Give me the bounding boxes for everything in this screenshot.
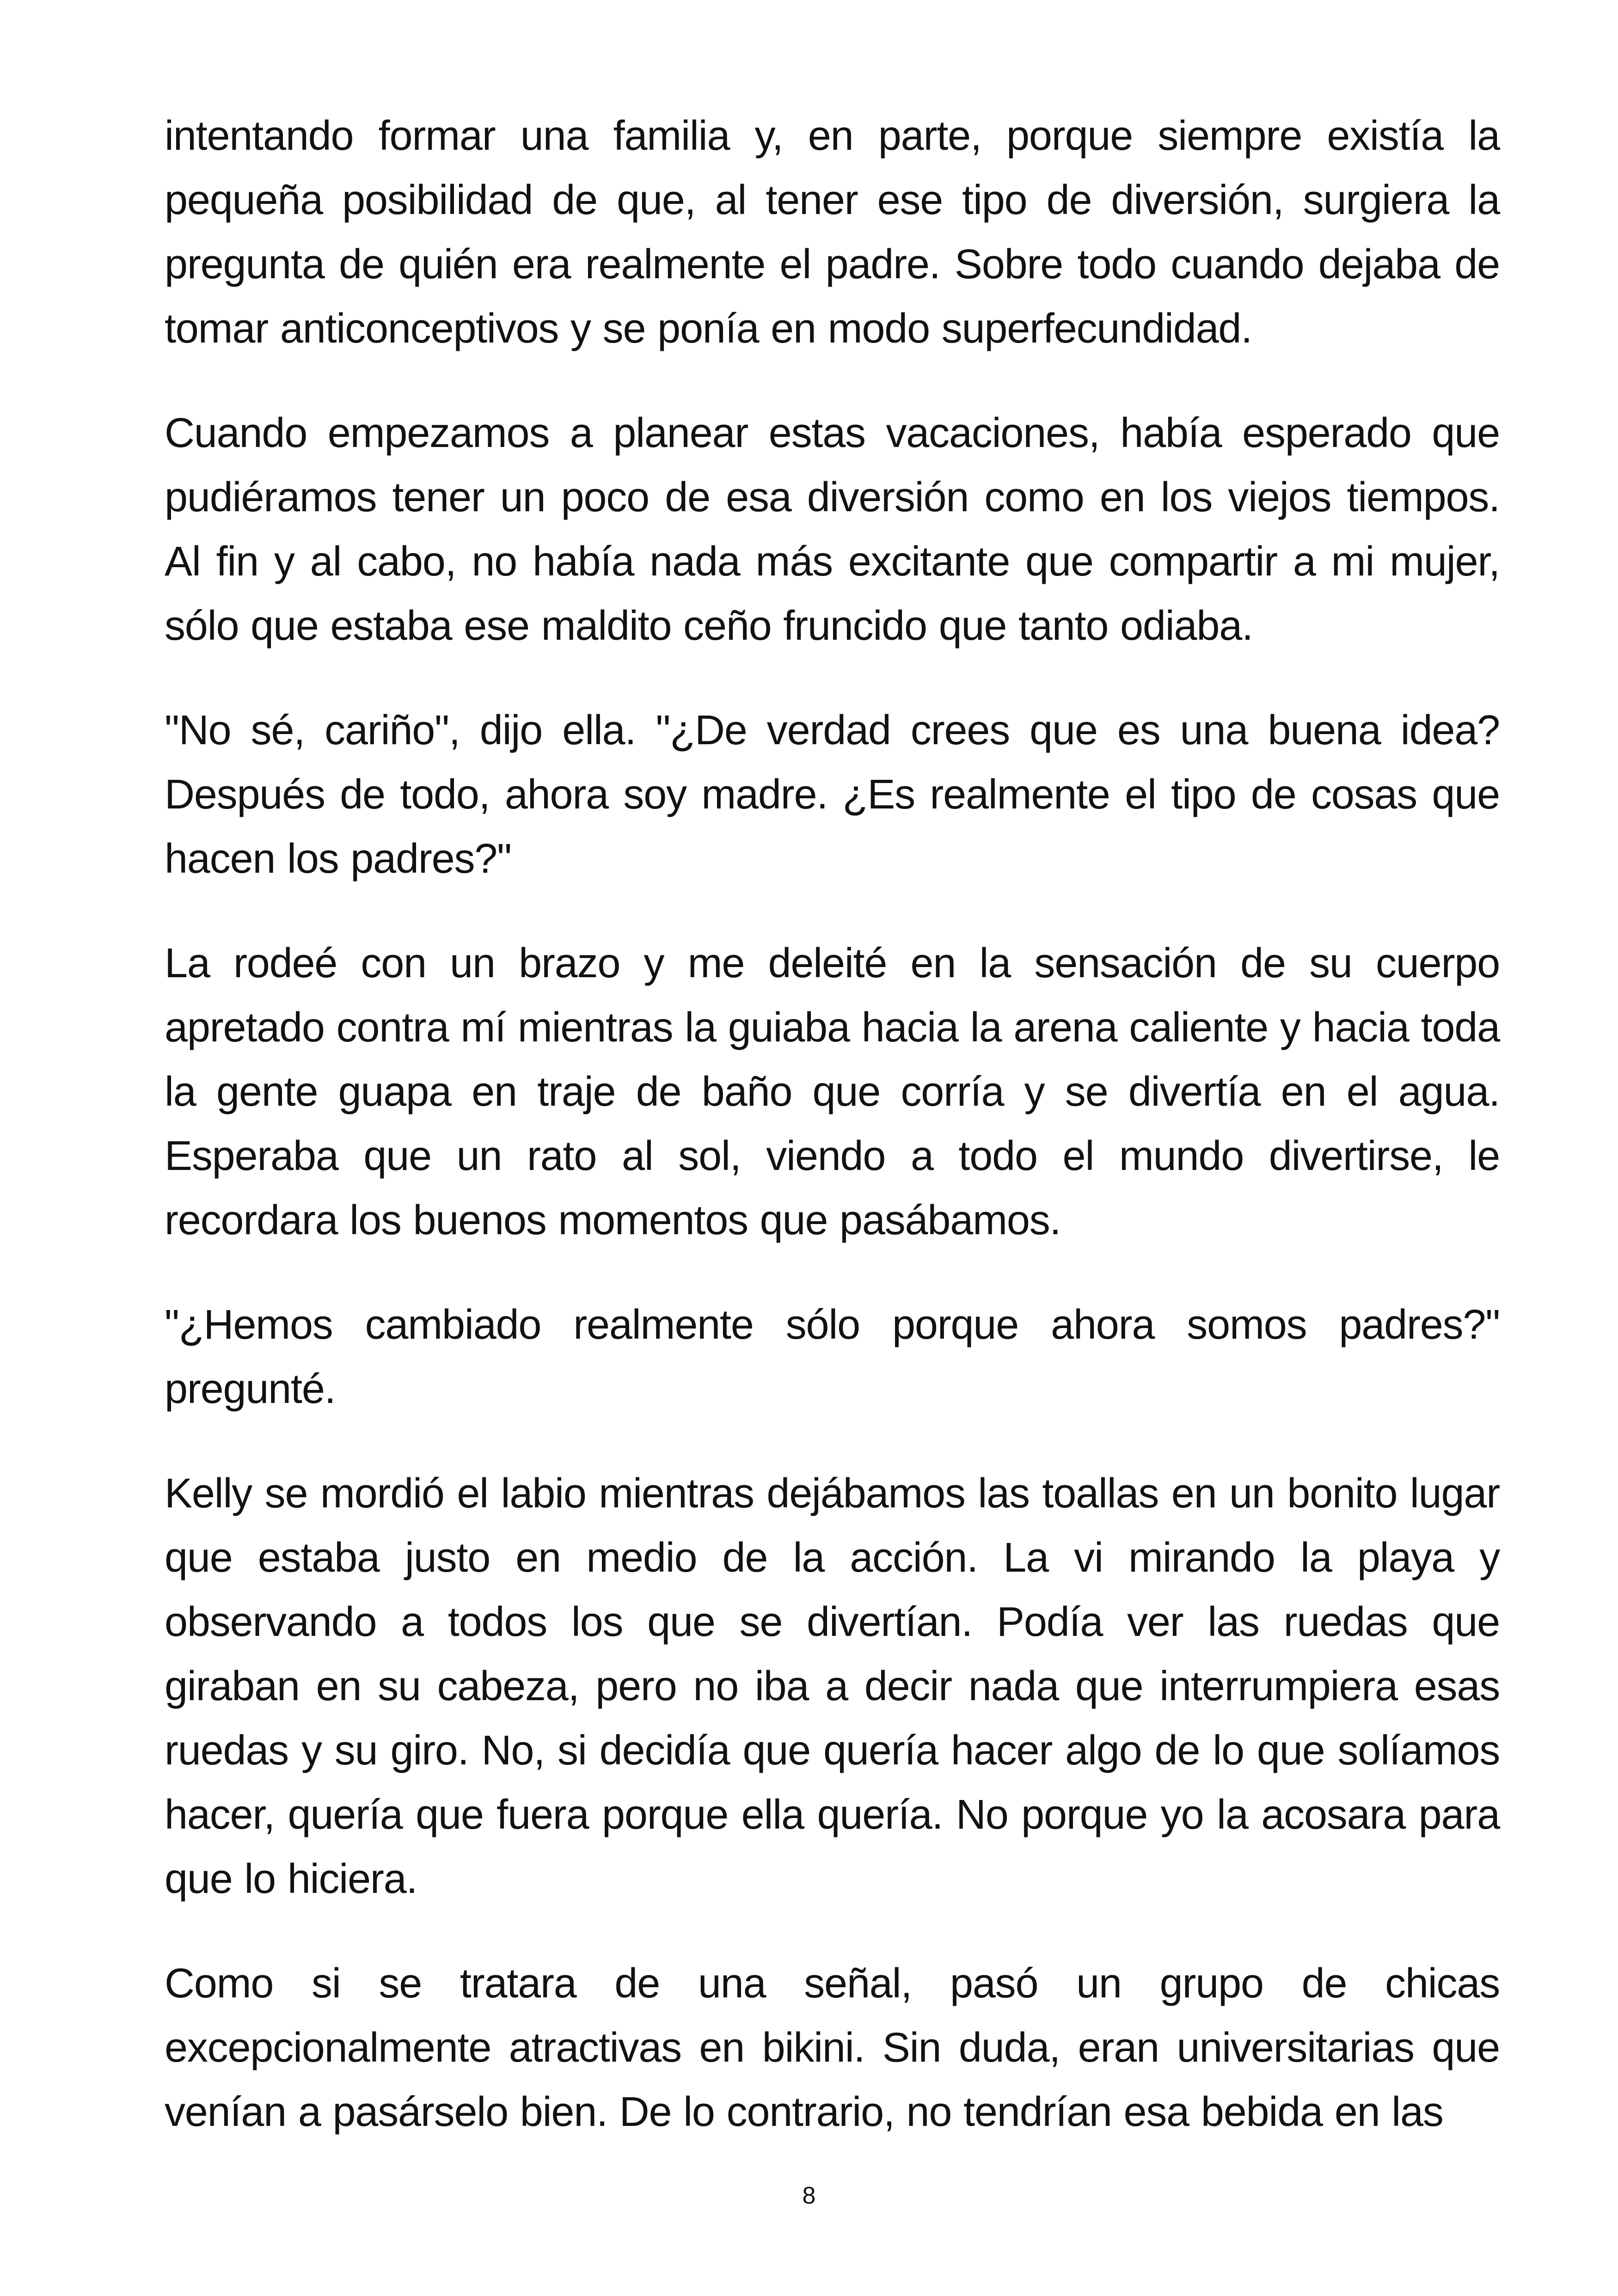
body-text	[165, 104, 1500, 2144]
page-number: 8	[802, 2182, 816, 2209]
paragraph-2: Cuando empezamos a planear estas vacaciones, había esperado que pudiéramos tener un poco de esa diversión como en los viejos tiempos. Al fin y al cabo, no había nada más excitante que compartir a mi mujer, sólo que estaba ese maldito ceño fruncido que tanto odiaba.	[165, 410, 1500, 649]
paragraph-6: Kelly se mordió el labio mientras dejábamos las toallas en un bonito lugar que estaba justo en medio de la acción. La vi mirando la playa y observando a todos los que se divertían. Podía ver las ruedas que giraban en su cabeza, pero no iba a decir nada que interrumpiera esas ruedas y su giro. No, si decidía que quería hacer algo de lo que solíamos hacer, quería que fuera porque ella quería. No porque yo la acosara para que lo hiciera.	[165, 1470, 1500, 1902]
paragraph-3: "No sé, cariño", dijo ella. "¿De verdad crees que es una buena idea? Después de todo, ahora soy madre. ¿Es realmente el tipo de cosas que hacen los padres?"	[165, 707, 1500, 882]
paragraph-4: La rodeé con un brazo y me deleité en la sensación de su cuerpo apretado contra mí mientras la guiaba hacia la arena caliente y hacia toda la gente guapa en traje de baño que corría y se divertía en el agua. Esperaba que un rato al sol, viendo a todo el mundo divertirse, le recordara los buenos momentos que pasábamos.	[165, 940, 1500, 1243]
paragraph-7: Como si se tratara de una señal, pasó un grupo de chicas excepcionalmente atractivas en bikini. Sin duda, eran universitarias que venían a pasárselo bien. De lo contrario, no tendrían esa bebida en las	[165, 1960, 1500, 2135]
paragraph-5: "¿Hemos cambiado realmente sólo porque ahora somos padres?" pregunté.	[165, 1302, 1500, 1412]
paragraph-1: intentando formar una familia y, en parte, porque siempre existía la pequeña posibilidad de que, al tener ese tipo de diversión, surgiera la pregunta de quién era realmente el padre. Sobre todo cuando dejaba de tomar anticonceptivos y se ponía en modo superfecundidad.	[165, 113, 1500, 352]
